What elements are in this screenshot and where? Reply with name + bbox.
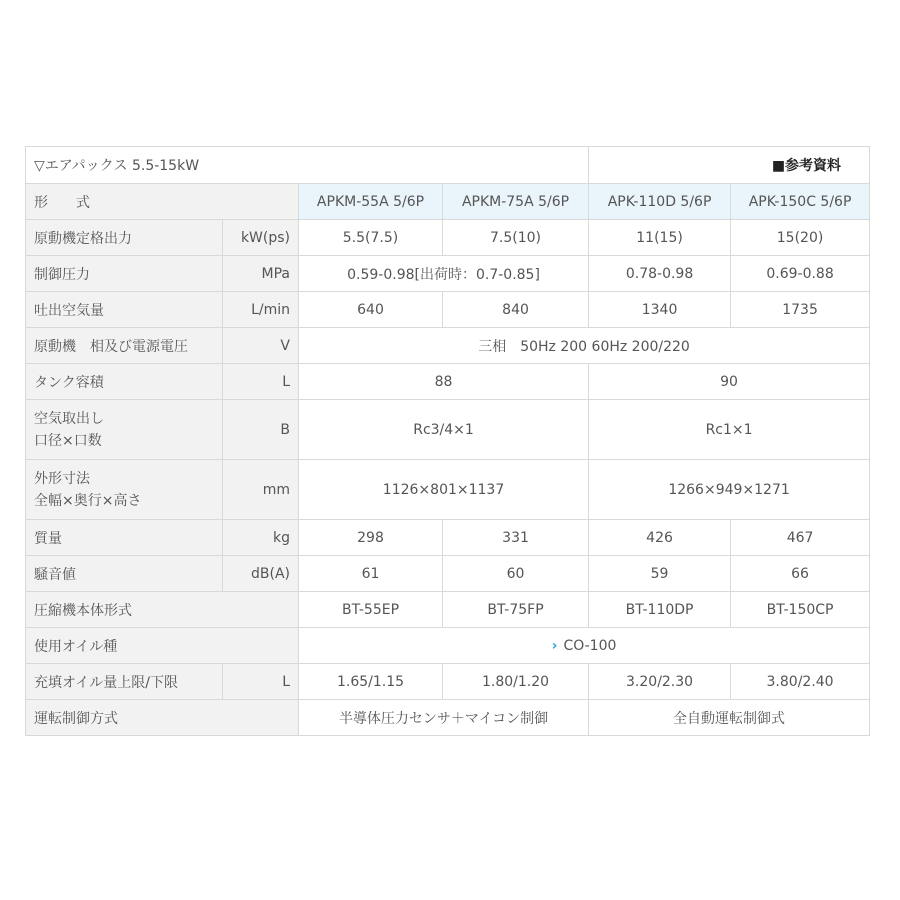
cell: 1126×801×1137 bbox=[299, 460, 589, 520]
row-label: 圧縮機本体形式 bbox=[26, 592, 299, 628]
row-unit: L bbox=[223, 664, 299, 700]
cell: 426 bbox=[589, 520, 731, 556]
cell: Rc1×1 bbox=[589, 400, 870, 460]
chevron-right-icon: › bbox=[551, 637, 558, 654]
row-label: 制御圧力 bbox=[26, 256, 223, 292]
model-4: APK-150C 5/6P bbox=[731, 184, 870, 220]
cell: 15(20) bbox=[731, 220, 870, 256]
row-label: 騒音値 bbox=[26, 556, 223, 592]
cell: 90 bbox=[589, 364, 870, 400]
oil-cell bbox=[299, 628, 870, 664]
cell: 640 bbox=[299, 292, 443, 328]
cell: 0.69-0.88 bbox=[731, 256, 870, 292]
row-label bbox=[26, 460, 223, 520]
row-label: 充填オイル量上限/下限 bbox=[26, 664, 223, 700]
cell: 三相 50Hz 200 60Hz 200/220 bbox=[299, 328, 870, 364]
model-2: APKM-75A 5/6P bbox=[443, 184, 589, 220]
cell: 298 bbox=[299, 520, 443, 556]
motor-row bbox=[26, 328, 870, 364]
row-label: 使用オイル種 bbox=[26, 628, 299, 664]
cell: BT-55EP bbox=[299, 592, 443, 628]
table-title: ▽エアパックス 5.5-15kW bbox=[26, 147, 589, 184]
row-unit: kW(ps) bbox=[223, 220, 299, 256]
row-unit: MPa bbox=[223, 256, 299, 292]
cell: 11(15) bbox=[589, 220, 731, 256]
reference-label: ■参考資料 bbox=[589, 147, 870, 184]
cell: BT-110DP bbox=[589, 592, 731, 628]
row-unit: V bbox=[223, 328, 299, 364]
row-label: 原動機定格出力 bbox=[26, 220, 223, 256]
cell: 7.5(10) bbox=[443, 220, 589, 256]
cell: 60 bbox=[443, 556, 589, 592]
cell: 331 bbox=[443, 520, 589, 556]
cell: 1.80/1.20 bbox=[443, 664, 589, 700]
oil-row bbox=[26, 628, 870, 664]
noise-row bbox=[26, 556, 870, 592]
cell: 88 bbox=[299, 364, 589, 400]
cell: 半導体圧力センサ＋マイコン制御 bbox=[299, 700, 589, 736]
air-row bbox=[26, 292, 870, 328]
title-row bbox=[26, 147, 870, 184]
control-row bbox=[26, 700, 870, 736]
outlet-row bbox=[26, 400, 870, 460]
output-row bbox=[26, 220, 870, 256]
spec-table bbox=[25, 146, 870, 736]
row-label-line: 空気取出し bbox=[34, 410, 104, 427]
row-unit: L/min bbox=[223, 292, 299, 328]
model-1: APKM-55A 5/6P bbox=[299, 184, 443, 220]
row-unit: L bbox=[223, 364, 299, 400]
cell: 0.78-0.98 bbox=[589, 256, 731, 292]
cell: 1340 bbox=[589, 292, 731, 328]
row-unit: kg bbox=[223, 520, 299, 556]
row-label: 原動機 相及び電源電圧 bbox=[26, 328, 223, 364]
cell: 1266×949×1271 bbox=[589, 460, 870, 520]
cell: 3.80/2.40 bbox=[731, 664, 870, 700]
cell: Rc3/4×1 bbox=[299, 400, 589, 460]
row-label: 吐出空気量 bbox=[26, 292, 223, 328]
row-label: 運転制御方式 bbox=[26, 700, 299, 736]
row-unit: mm bbox=[223, 460, 299, 520]
cell: 61 bbox=[299, 556, 443, 592]
cell: 467 bbox=[731, 520, 870, 556]
mass-row bbox=[26, 520, 870, 556]
row-label-line: 全幅×奥行×高さ bbox=[34, 492, 142, 509]
row-label bbox=[26, 400, 223, 460]
oil-link[interactable]: CO-100 bbox=[563, 637, 617, 654]
row-unit: dB(A) bbox=[223, 556, 299, 592]
cell: 840 bbox=[443, 292, 589, 328]
cell: BT-75FP bbox=[443, 592, 589, 628]
cell: BT-150CP bbox=[731, 592, 870, 628]
size-row bbox=[26, 460, 870, 520]
row-label-line: 外形寸法 bbox=[34, 470, 90, 487]
row-label-line: 口径×口数 bbox=[34, 432, 102, 449]
row-label: 質量 bbox=[26, 520, 223, 556]
row-label: タンク容積 bbox=[26, 364, 223, 400]
compressor-row bbox=[26, 592, 870, 628]
tank-row bbox=[26, 364, 870, 400]
model-3: APK-110D 5/6P bbox=[589, 184, 731, 220]
model-row bbox=[26, 184, 870, 220]
oil-amount-row bbox=[26, 664, 870, 700]
cell: 全自動運転制御式 bbox=[589, 700, 870, 736]
model-label: 形 式 bbox=[26, 184, 299, 220]
cell: 59 bbox=[589, 556, 731, 592]
cell: 1735 bbox=[731, 292, 870, 328]
row-unit: B bbox=[223, 400, 299, 460]
cell: 1.65/1.15 bbox=[299, 664, 443, 700]
cell: 0.59-0.98[出荷時：0.7-0.85] bbox=[299, 256, 589, 292]
cell: 3.20/2.30 bbox=[589, 664, 731, 700]
cell: 66 bbox=[731, 556, 870, 592]
pressure-row bbox=[26, 256, 870, 292]
cell: 5.5(7.5) bbox=[299, 220, 443, 256]
